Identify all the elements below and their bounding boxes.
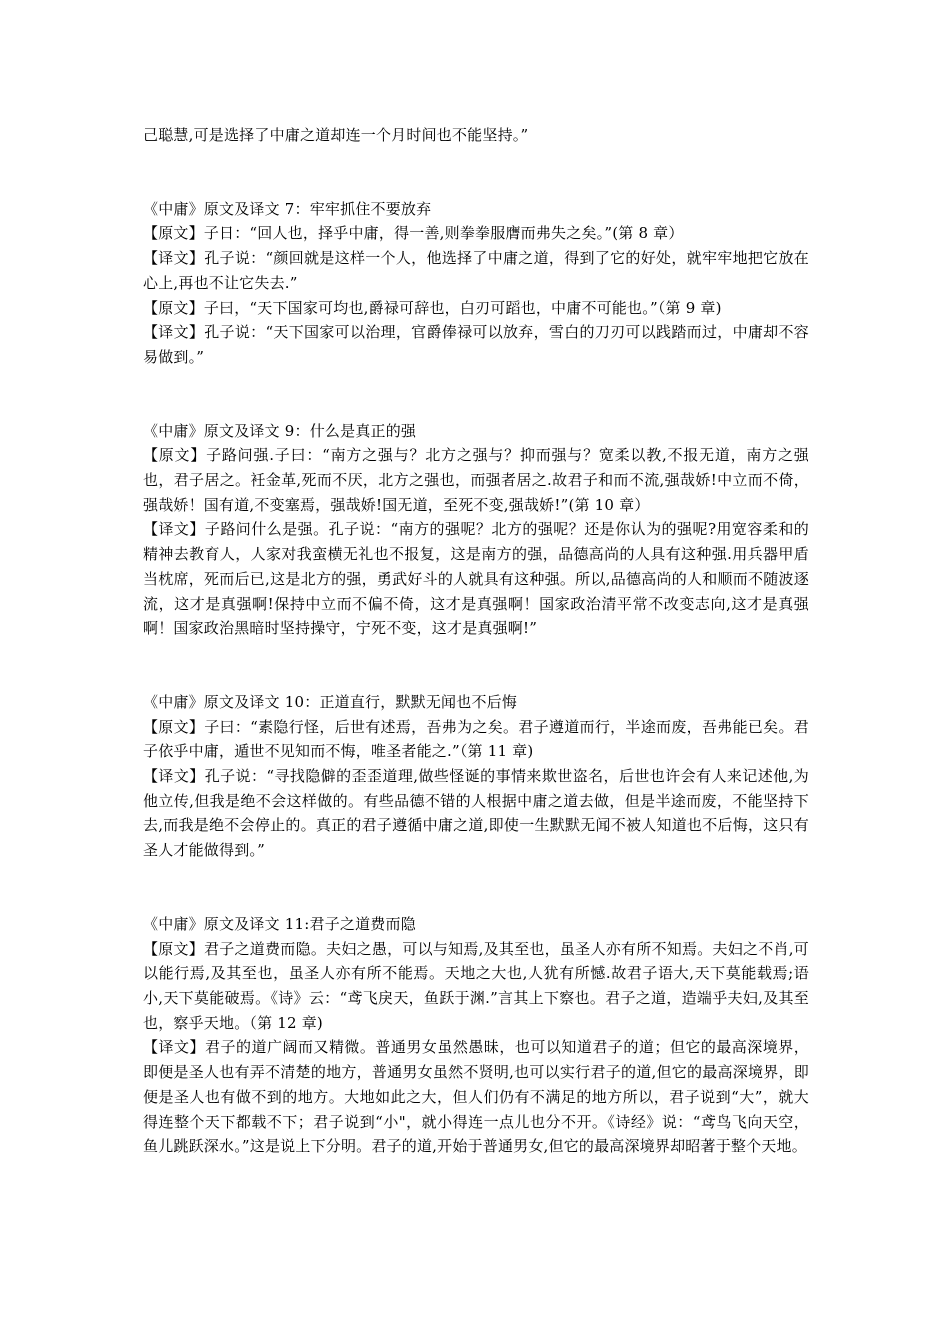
original-text: 子曰，“天下国家可均也,爵禄可辞也，白刃可蹈也，中庸不可能也。”（第 9 章) (203, 298, 722, 317)
section-10 (143, 690, 809, 863)
intro-tail-paragraph: 己聪慧,可是选择了中庸之道却连一个月时间也不能坚持。” (143, 126, 529, 144)
original-text: 子曰：“素隐行怪，后世有述焉，吾弗为之矣。君子遵道而行，半途而废，吾弗能已矣。君子依乎中庸，遁世不见知而不悔，唯圣者能之.”（第 11 章) (143, 717, 809, 761)
section-title: 《中庸》原文及译文 11:君子之道费而隐 (143, 914, 416, 933)
translation-tag: 【译文】 (143, 249, 205, 268)
original-tag: 【原文】 (143, 446, 207, 465)
section-spacer (143, 641, 809, 690)
translation-tag: 【译文】 (143, 520, 205, 539)
section-spacer (143, 370, 809, 419)
original-text: 君子之道费而隐。夫妇之愚，可以与知焉,及其至也，虽圣人亦有所不知焉。夫妇之不肖,可以能行焉,及其至也，虽圣人亦有所不能焉。天地之大也,人犹有所憾.故君子语大,天下莫能载焉;语小,天下莫能破焉。《诗》云：“鸢飞戾天，鱼跃于渊.”言其上下察也。君子之道，造端乎夫妇,及其至也，察乎天地。（第 12 章) (143, 939, 809, 1032)
section-spacer (143, 148, 809, 197)
section-title: 《中庸》原文及译文 10：正道直行，默默无闻也不后悔 (143, 692, 518, 711)
translation-paragraph (143, 517, 809, 641)
original-tag: 【原文】 (143, 717, 205, 736)
original-paragraph (143, 443, 809, 517)
original-tag: 【原文】 (143, 939, 205, 958)
translation-text: 孔子说：“寻找隐僻的歪歪道理,做些怪诞的事情来欺世盗名，后世也许会有人来记述他,为他立传,但我是绝不会这样做的。有些品德不错的人根据中庸之道去做，但是半途而废，不能坚持下去,而我是绝不会停止的。真正的君子遵循中庸之道,即使一生默默无闻不被人知道也不后悔，这只有圣人才能做得到。” (143, 767, 809, 860)
section-7 (143, 197, 809, 370)
translation-tag: 【译文】 (143, 767, 205, 786)
original-paragraph (143, 221, 809, 246)
original-paragraph (143, 937, 809, 1036)
original-text: 子日：“回人也，择乎中庸，得一善,则拳拳服膺而弗失之矣。”(第 8 章） (203, 224, 684, 243)
translation-text: 君子的道广阔而又精微。普通男女虽然愚昧，也可以知道君子的道；但它的最高深境界，即便是圣人也有弄不清楚的地方，普通男女虽然不贤明,也可以实行君子的道,但它的最高深境界，即便是圣人也有做不到的地方。大地如此之大，但人们仍有不满足的地方所以，君子说到“大”，就大得连整个天下都载不下；君子说到“小"，就小得连一点儿也分不开。《诗经》说：“鸢鸟飞向天空，鱼儿跳跃深水。”这是说上下分明。君子的道,开始于普通男女,但它的最高深境界却昭著于整个天地。 (143, 1038, 809, 1156)
section-11 (143, 912, 809, 1159)
translation-paragraph (143, 320, 809, 369)
translation-text: 孔子说：“颜回就是这样一个人，他选择了中庸之道，得到了它的好处，就牢牢地把它放在心上,再也不让它失去.” (143, 249, 809, 292)
section-spacer (143, 863, 809, 912)
translation-text: 子路问什么是强。孔子说：“南方的强呢？北方的强呢？还是你认为的强呢?用宽容柔和的精神去教育人，人家对我蛮横无礼也不报复，这是南方的强，品德高尚的人具有这种强.用兵器甲盾当枕席，死而后已,这是北方的强，勇武好斗的人就具有这种强。所以,品德高尚的人和顺而不随波逐流，这才是真强啊!保持中立而不偏不倚，这才是真强啊！国家政治清平常不改变志向,这才是真强啊！国家政治黑暗时坚持操守，宁死不变，这才是真强啊!” (143, 520, 809, 638)
translation-text: 孔子说：“天下国家可以治理，官爵俸禄可以放弃，雪白的刀刃可以践踏而过，中庸却不容易做到。” (143, 323, 809, 366)
section-title: 《中庸》原文及译文 7：牢牢抓住不要放弃 (143, 199, 432, 218)
translation-tag: 【译文】 (143, 1038, 205, 1057)
translation-paragraph (143, 1035, 809, 1159)
translation-paragraph (143, 246, 809, 295)
original-text: 子路问强.子曰：“南方之强与？北方之强与？抑而强与？宽柔以教,不报无道，南方之强也，君子居之。衽金革,死而不厌，北方之强也，而强者居之.故君子和而不流,强哉娇!中立而不倚，强哉娇！国有道,不变塞焉，强哉娇!国无道，至死不变,强哉娇!”(第 10 章） (143, 446, 809, 514)
original-tag: 【原文】 (143, 224, 204, 243)
translation-paragraph (143, 764, 809, 863)
original-paragraph (143, 715, 809, 764)
original-tag: 【原文】 (143, 298, 204, 317)
original-paragraph (143, 296, 809, 321)
document-body (143, 123, 809, 1159)
translation-tag: 【译文】 (143, 323, 205, 342)
section-title: 《中庸》原文及译文 9：什么是真正的强 (143, 421, 417, 440)
section-9 (143, 419, 809, 641)
